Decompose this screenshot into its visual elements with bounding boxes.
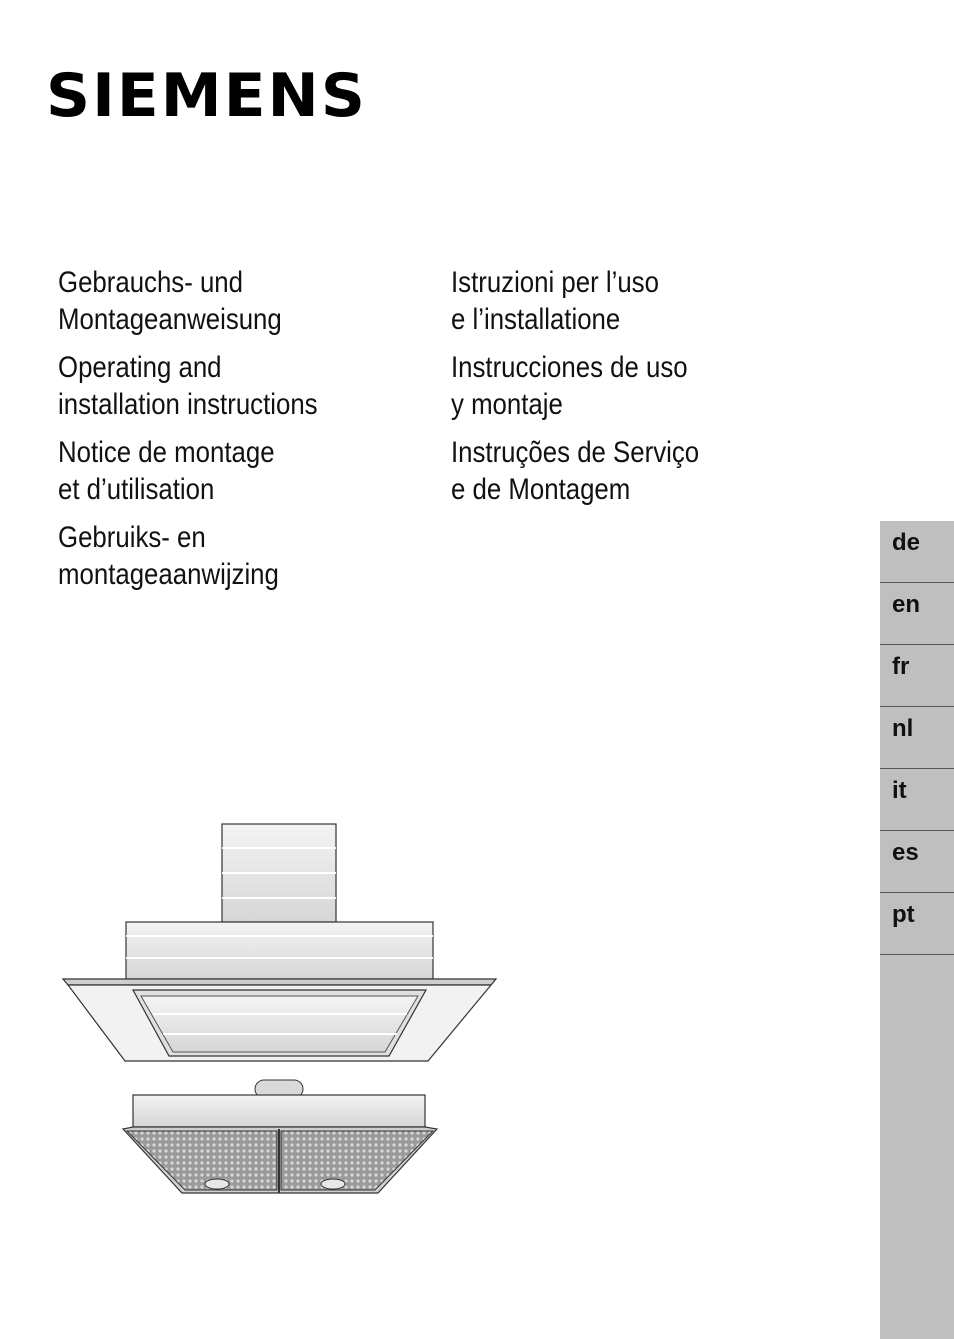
language-tab-strip — [880, 521, 954, 1339]
title-line: Operating and — [58, 351, 222, 384]
title-line: Istruzioni per l’uso — [451, 266, 659, 299]
title-line: Notice de montage — [58, 436, 275, 469]
title-line: Instruções de Serviço — [451, 436, 700, 469]
range-hood-illustration — [55, 818, 505, 1208]
hood-canopy — [63, 979, 496, 1061]
title-line: Gebruiks- en — [58, 521, 206, 554]
title-fr — [58, 434, 360, 508]
title-line: Gebrauchs- und — [58, 266, 244, 299]
title-en — [58, 349, 360, 423]
title-pt — [451, 434, 739, 508]
language-tab-nl[interactable]: nl — [880, 707, 954, 769]
titles-right-column — [451, 264, 739, 519]
language-tab-de[interactable]: de — [880, 521, 954, 583]
filter-unit — [123, 1080, 437, 1193]
language-tab-es[interactable]: es — [880, 831, 954, 893]
language-tab-en[interactable]: en — [880, 583, 954, 645]
title-line: et d’utilisation — [58, 473, 215, 506]
title-line: Instrucciones de uso — [451, 351, 688, 384]
language-tab-it[interactable]: it — [880, 769, 954, 831]
titles-left-column — [58, 264, 360, 604]
title-es — [451, 349, 739, 423]
title-nl — [58, 519, 360, 593]
language-tab-fr[interactable]: fr — [880, 645, 954, 707]
title-line: y montaje — [451, 388, 563, 421]
language-tab-pt[interactable]: pt — [880, 893, 954, 955]
title-line: e de Montagem — [451, 473, 631, 506]
siemens-logo: SIEMENS — [46, 61, 367, 131]
title-line: installation instructions — [58, 388, 318, 421]
title-line: montageaanwijzing — [58, 558, 279, 591]
hood-body — [126, 922, 433, 979]
title-line: Montageanweisung — [58, 303, 282, 336]
title-it — [451, 264, 739, 338]
title-line: e l’installatione — [451, 303, 621, 336]
title-de — [58, 264, 360, 338]
hood-chimney — [222, 824, 336, 922]
